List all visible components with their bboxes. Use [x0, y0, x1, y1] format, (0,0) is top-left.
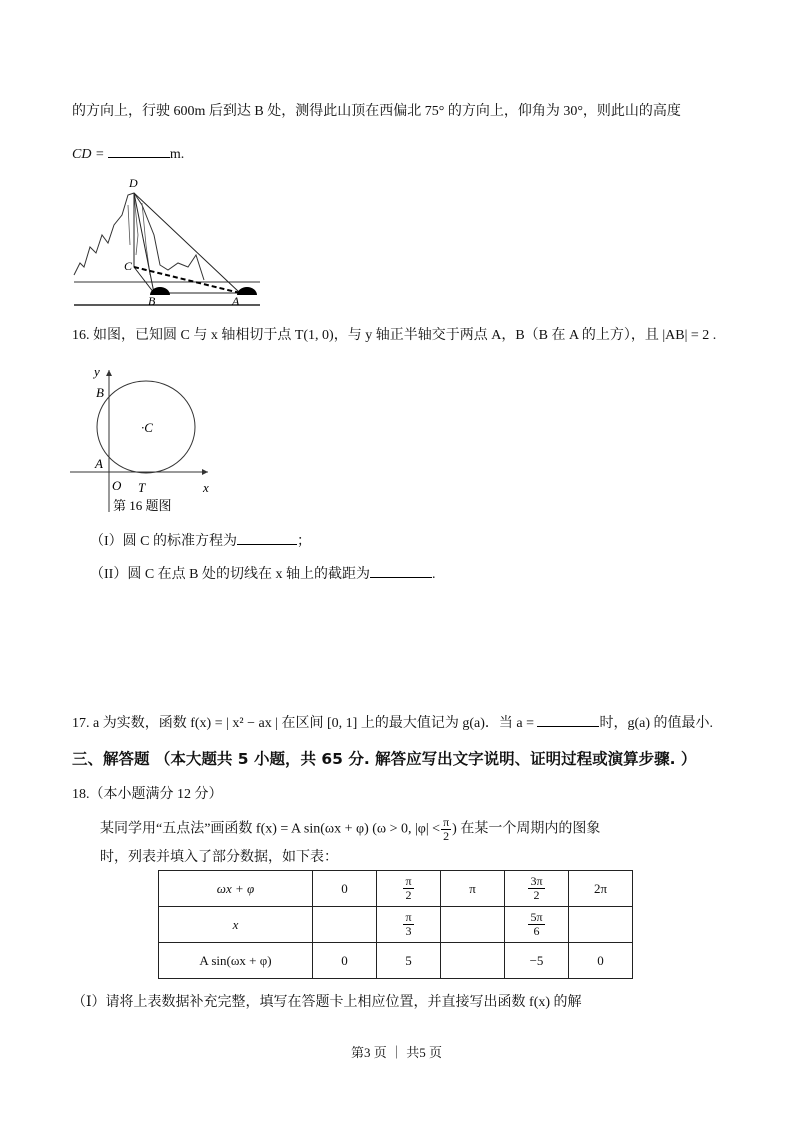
label-b: B — [148, 294, 156, 308]
stem-text: 某同学用“五点法”画函数 f(x) = A sin(ωx + φ) (ω > 0, |φ| < — [100, 821, 441, 837]
answer-blank[interactable] — [108, 144, 170, 158]
cell: 5 — [377, 943, 441, 979]
section-title: 三、解答题 （本大题共 5 小题，共 65 分. 解答应写出文字说明、证明过程或演算步骤. ） — [72, 750, 697, 768]
label-o: O — [112, 478, 122, 493]
numerator: π — [443, 815, 450, 829]
label-d: D — [129, 176, 138, 190]
cell — [505, 907, 569, 943]
q18-header: 18.（本小题满分 12 分） — [72, 787, 223, 802]
numerator: 5π — [530, 910, 543, 924]
label-c: ·C — [141, 420, 153, 435]
numerator: π — [405, 874, 412, 888]
part2-end: . — [432, 567, 436, 582]
label-t: T — [138, 480, 146, 495]
figure-caption: 第 16 题图 — [113, 498, 172, 513]
cell — [377, 871, 441, 907]
numerator: π — [405, 910, 412, 924]
q17-text: 17. a 为实数，函数 f(x) = | x² − ax | 在区间 [0, 1] 上的最大值记为 g(a)．当 a = — [72, 716, 534, 731]
q17-text-end: 时，g(a) 的值最小. — [599, 716, 714, 731]
part1-text: （I）圆 C 的标准方程为 — [90, 534, 237, 549]
label-x: x — [203, 480, 209, 495]
q15-text: 的方向上，行驶 600m 后到达 B 处，测得此山顶在西偏北 75° 的方向上，仰角为 30°，则此山的高度 — [72, 104, 681, 119]
page-footer: 第3 页 ｜ 共5 页 — [350, 1045, 442, 1060]
label-b: B — [96, 385, 104, 400]
denominator: 2 — [443, 829, 450, 843]
circle-figure — [68, 362, 218, 517]
cell — [569, 907, 633, 943]
five-point-table — [158, 870, 633, 979]
cd-label: CD = — [72, 147, 105, 162]
mountain-figure — [72, 175, 267, 310]
cell: 0 — [313, 943, 377, 979]
q15-answer-line — [72, 144, 184, 164]
cell — [441, 907, 505, 943]
q16-part2 — [90, 564, 436, 584]
label-y: y — [94, 364, 100, 379]
stem-text-end: ) 在某一个周期内的图象 — [452, 821, 601, 837]
answer-blank[interactable] — [237, 531, 297, 545]
q16-stem: 16. 如图，已知圆 C 与 x 轴相切于点 T(1, 0)，与 y 轴正半轴交于两点 A，B（B 在 A 的上方），且 |AB| = 2 . — [72, 328, 717, 343]
label-c: C — [124, 259, 133, 273]
answer-blank[interactable] — [537, 713, 599, 727]
denominator: 3 — [405, 924, 412, 938]
cell: 0 — [569, 943, 633, 979]
q18-stem — [100, 816, 600, 843]
row-header: A sin(ωx + φ) — [159, 943, 313, 979]
numerator: 3π — [530, 874, 543, 888]
cell: −5 — [505, 943, 569, 979]
cell — [377, 907, 441, 943]
denominator: 2 — [533, 888, 540, 902]
q18-line2: 时，列表并填入了部分数据，如下表： — [100, 850, 338, 865]
fraction — [441, 816, 451, 843]
table-row — [159, 871, 633, 907]
q16-part1 — [90, 531, 311, 551]
cell — [313, 907, 377, 943]
part2-text: （II）圆 C 在点 B 处的切线在 x 轴上的截距为 — [90, 567, 370, 582]
cell: π — [441, 871, 505, 907]
q17 — [72, 713, 713, 733]
part1-end: ； — [297, 534, 311, 549]
table-row — [159, 943, 633, 979]
cell — [441, 943, 505, 979]
answer-blank[interactable] — [370, 564, 432, 578]
cell: 2π — [569, 871, 633, 907]
q18-part1: （Ⅰ）请将上表数据补充完整，填写在答题卡上相应位置，并直接写出函数 f(x) 的解 — [72, 995, 582, 1010]
table-row — [159, 907, 633, 943]
row-header: x — [159, 907, 313, 943]
unit: m. — [169, 147, 185, 162]
row-header: ωx + φ — [159, 871, 313, 907]
cell: 0 — [313, 871, 377, 907]
denominator: 2 — [405, 888, 412, 902]
cell — [505, 871, 569, 907]
label-a: A — [232, 294, 240, 308]
label-a: A — [95, 456, 103, 471]
denominator: 6 — [533, 924, 540, 938]
